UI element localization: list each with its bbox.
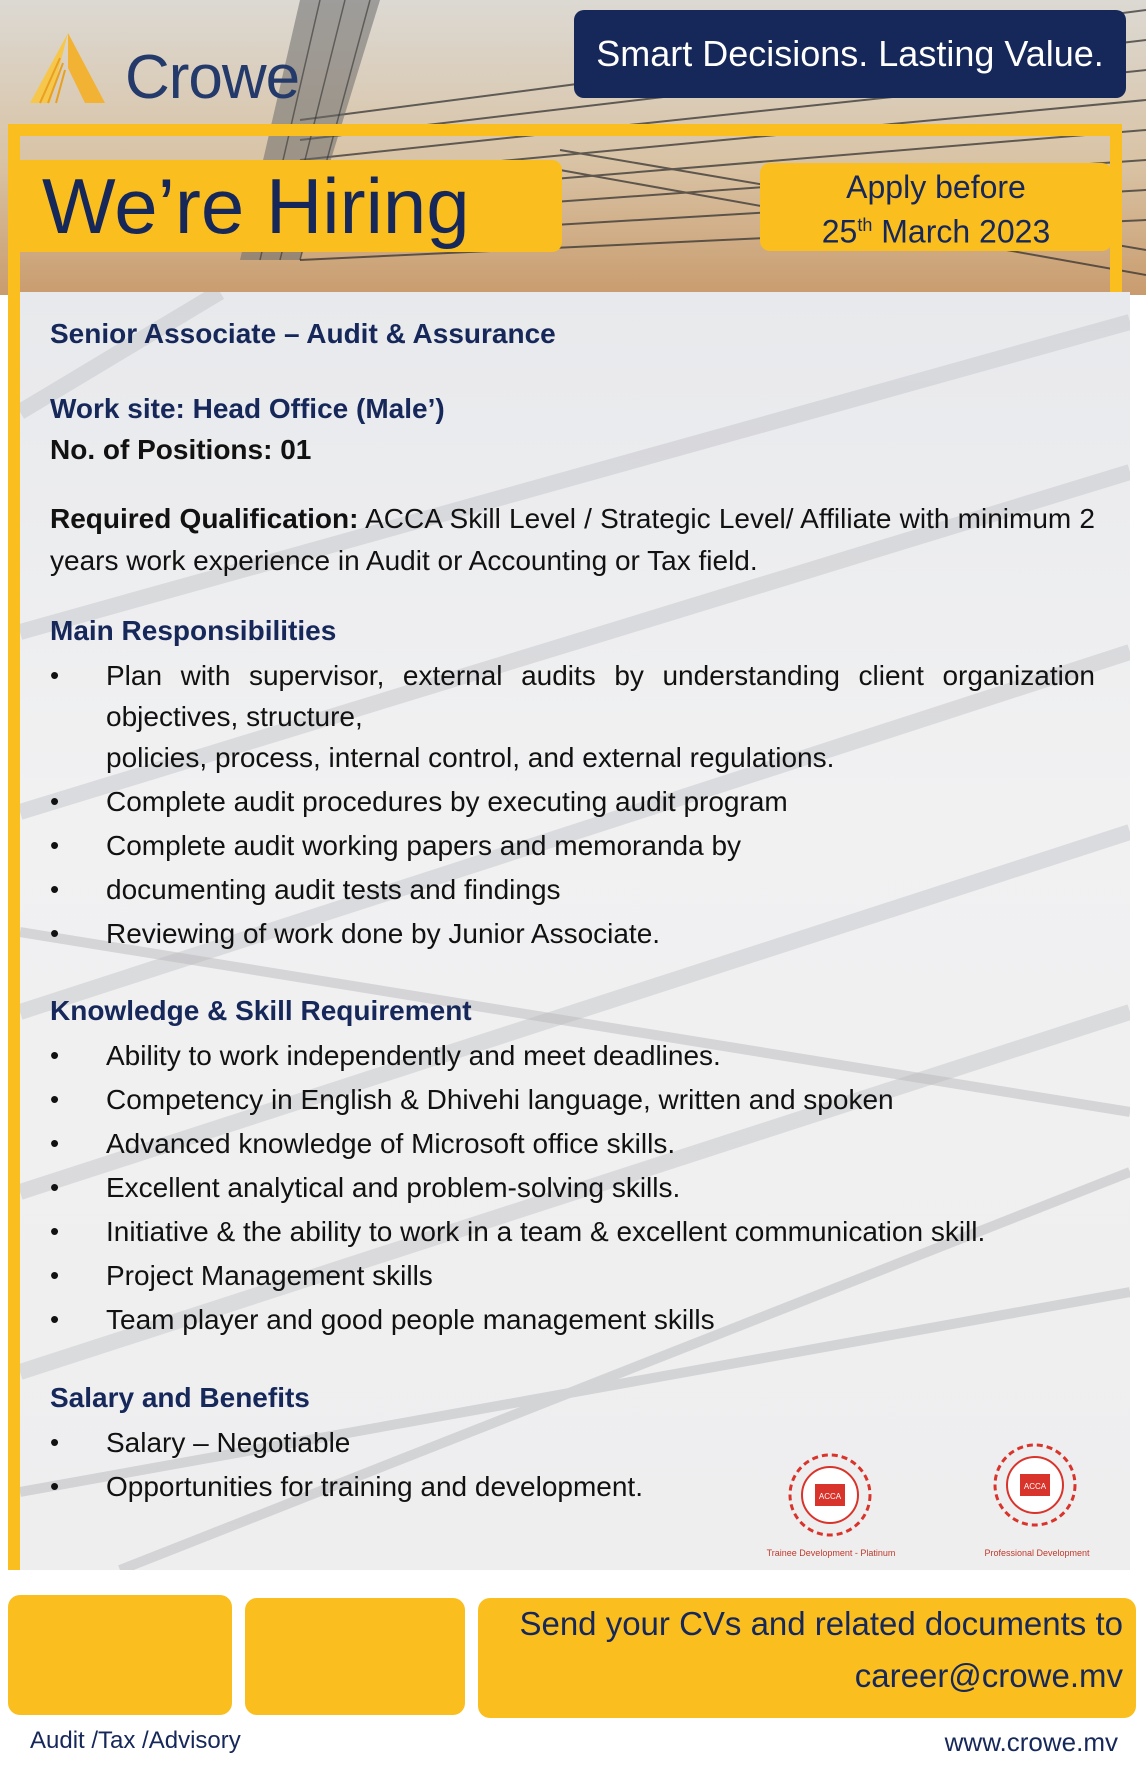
work-site: Work site: Head Office (Male’) xyxy=(50,393,445,424)
skills-list xyxy=(50,1035,1095,1340)
list-item: • Reviewing of work done by Junior Associate. xyxy=(50,913,1095,954)
job-title-section xyxy=(50,318,1095,350)
acca-approved-employer-badge xyxy=(775,1440,885,1550)
list-item: • Initiative & the ability to work in a team & excellent communication skill. xyxy=(50,1211,1095,1252)
tagline: Smart Decisions. Lasting Value. xyxy=(574,10,1126,98)
salary-list xyxy=(50,1422,1095,1507)
list-item-text: Plan with supervisor, external audits by understanding client organization objectives, structure, xyxy=(106,660,1095,732)
list-item: • documenting audit tests and findings xyxy=(50,869,1095,910)
career-email[interactable]: career@crowe.mv xyxy=(854,1657,1123,1694)
salary-section xyxy=(50,1382,1095,1507)
list-item xyxy=(50,655,1095,778)
badge-caption: Trainee Development - Platinum xyxy=(766,1548,896,1558)
list-item: • Opportunities for training and development. xyxy=(50,1466,1095,1507)
list-item: • Complete audit working papers and memoranda by xyxy=(50,825,1095,866)
skills-section xyxy=(50,995,1095,1340)
apply-day: 25 xyxy=(821,213,858,250)
apply-date xyxy=(760,206,1112,251)
job-title: Senior Associate – Audit & Assurance xyxy=(50,318,556,349)
job-meta-section xyxy=(50,388,1095,470)
footer-block-2 xyxy=(245,1598,465,1715)
qualification-label: Required Qualification: xyxy=(50,503,359,534)
qualification-text xyxy=(50,498,1095,582)
responsibilities-heading: Main Responsibilities xyxy=(50,615,337,646)
list-item: • Advanced knowledge of Microsoft office skills. xyxy=(50,1123,1095,1164)
apply-deadline xyxy=(760,163,1112,251)
website-link[interactable]: www.crowe.mv xyxy=(944,1727,1118,1757)
list-item: • Competency in English & Dhivehi language, written and spoken xyxy=(50,1079,1095,1120)
list-item: • Ability to work independently and meet deadlines. xyxy=(50,1035,1095,1076)
badge-caption: Professional Development xyxy=(984,1548,1090,1558)
hiring-banner: We’re Hiring xyxy=(20,160,562,252)
apply-month-year: March 2023 xyxy=(872,213,1051,250)
positions-count: No. of Positions: 01 xyxy=(50,434,312,465)
responsibilities-list xyxy=(50,655,1095,954)
crowe-mountain-icon xyxy=(30,28,110,108)
acca-approved-employer-badge xyxy=(980,1430,1090,1540)
list-item: • Complete audit procedures by executing audit program xyxy=(50,781,1095,822)
badge-center-text: ACCA xyxy=(1023,1482,1047,1491)
logo-text: Crowe xyxy=(125,43,300,112)
responsibilities-section xyxy=(50,615,1095,954)
badge-center-text: ACCA xyxy=(818,1492,842,1501)
send-cv-notice xyxy=(480,1598,1133,1718)
services-text: Audit /Tax /Advisory xyxy=(30,1727,241,1754)
list-item: • Salary – Negotiable xyxy=(50,1422,1095,1463)
salary-heading: Salary and Benefits xyxy=(50,1382,310,1413)
skills-heading: Knowledge & Skill Requirement xyxy=(50,995,472,1026)
footer-block-1 xyxy=(8,1595,232,1715)
apply-day-suffix: th xyxy=(857,215,873,235)
apply-label: Apply before xyxy=(846,169,1026,205)
list-item: • Excellent analytical and problem-solving skills. xyxy=(50,1167,1095,1208)
list-item: • Project Management skills xyxy=(50,1255,1095,1296)
list-item: • Team player and good people management skills xyxy=(50,1299,1095,1340)
qualification-detail: ACCA Skill Level / Strategic Level/ Affiliate with minimum 2 years work experience in Audit or Accounting or Tax field. xyxy=(50,503,1095,576)
list-item-continuation: policies, process, internal control, and external regulations. xyxy=(106,742,835,773)
send-cv-text: Send your CVs and related documents to xyxy=(519,1605,1123,1642)
crowe-logo xyxy=(30,28,320,118)
qualification-section xyxy=(50,498,1095,582)
